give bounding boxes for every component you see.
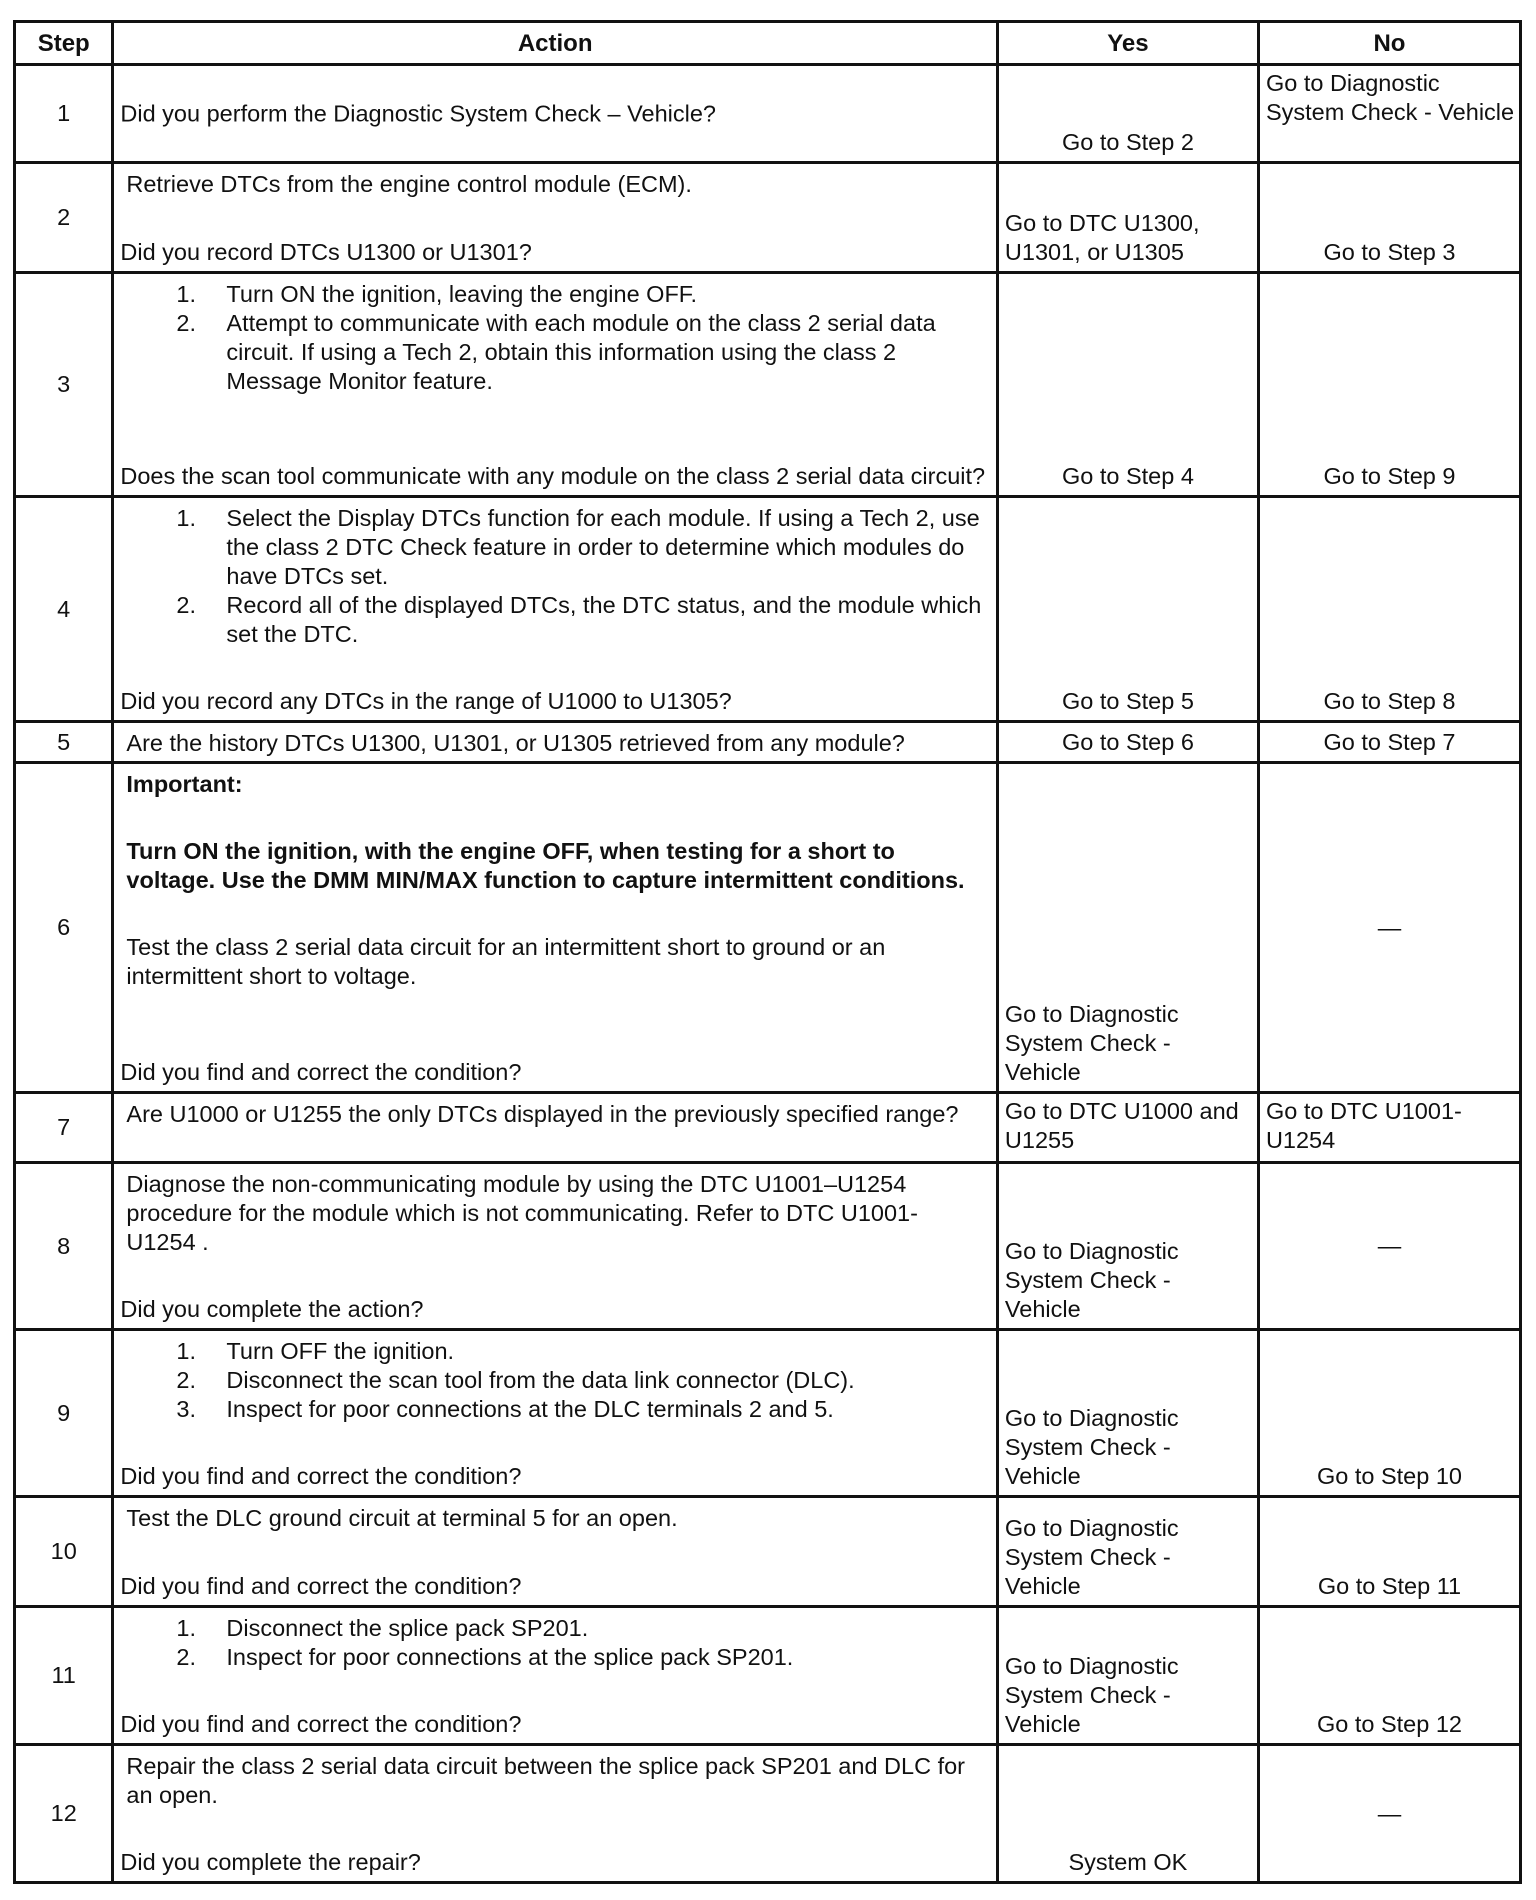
- list-item: 2. Disconnect the scan tool from the data link connector (DLC).: [176, 1367, 855, 1393]
- table-row: [15, 163, 1521, 273]
- yes-cell: [997, 497, 1258, 722]
- yes-link[interactable]: Go to DTC U1000 and U1255: [1004, 1098, 1239, 1153]
- no-cell: Go to Step 7: [1258, 722, 1520, 763]
- no-link[interactable]: Go to Step 11: [1317, 1573, 1462, 1599]
- table-row: [15, 1607, 1521, 1745]
- no-cell: [1258, 163, 1520, 273]
- table-row: [15, 1163, 1521, 1330]
- table-row: [15, 1745, 1521, 1883]
- table-row: [15, 1093, 1521, 1163]
- action-question: Did you record any DTCs in the range of U1000 to U1305?: [120, 688, 732, 714]
- action-text: Are the history DTCs U1300, U1301, or U1305 retrieved from any module?: [126, 730, 905, 756]
- yes-cell: [997, 1497, 1258, 1607]
- no-cell: [1258, 1330, 1520, 1497]
- step-number: 12: [15, 1745, 113, 1883]
- action-cell: [113, 163, 998, 273]
- table-row: [15, 1330, 1521, 1497]
- table-row: [15, 497, 1521, 722]
- yes-cell: [997, 1163, 1258, 1330]
- list-item: 1. Turn OFF the ignition.: [176, 1338, 455, 1364]
- header-row: [15, 22, 1521, 65]
- yes-cell: [997, 1607, 1258, 1745]
- action-steps: [126, 504, 982, 649]
- yes-cell: [997, 1745, 1258, 1883]
- action-question: Did you find and correct the condition?: [120, 1711, 522, 1737]
- list-item: 2. Inspect for poor connections at the splice pack SP201.: [176, 1644, 794, 1670]
- no-cell: [1258, 1745, 1520, 1883]
- table-row: [15, 273, 1521, 497]
- yes-link[interactable]: Go to Diagnostic System Check - Vehicle: [1004, 1238, 1179, 1322]
- action-cell: [113, 1330, 998, 1497]
- action-cell: [113, 763, 998, 1093]
- yes-link[interactable]: Go to Step 2: [1061, 129, 1194, 155]
- yes-link[interactable]: Go to Diagnostic System Check - Vehicle: [1004, 1001, 1179, 1085]
- no-link[interactable]: Go to DTC U1001-U1254: [1265, 1098, 1462, 1153]
- action-cell: [113, 722, 998, 763]
- action-cell: [113, 273, 998, 497]
- action-steps: [126, 1337, 982, 1424]
- yes-cell: Go to Step 6: [997, 722, 1258, 763]
- action-cell: [113, 1607, 998, 1745]
- no-cell: [1258, 497, 1520, 722]
- action-question: Does the scan tool communicate with any module on the class 2 serial data circuit?: [120, 463, 986, 489]
- action-cell: [113, 1745, 998, 1883]
- step-number: 3: [15, 273, 113, 497]
- yes-cell: [997, 163, 1258, 273]
- no-dash: —: [1377, 914, 1402, 940]
- action-cell: [113, 1497, 998, 1607]
- yes-link[interactable]: Go to Step 4: [1061, 463, 1194, 489]
- action-question: Did you record DTCs U1300 or U1301?: [120, 239, 532, 265]
- header-no: No: [1258, 22, 1520, 65]
- action-question: Did you find and correct the condition?: [120, 1573, 522, 1599]
- action-intro: Test the class 2 serial data circuit for an intermittent short to ground or an intermittent short to voltage.: [126, 934, 886, 989]
- important-label: Important:: [126, 771, 243, 797]
- action-steps: [126, 1614, 982, 1672]
- header-yes: Yes: [997, 22, 1258, 65]
- diagnostic-table: [13, 20, 1522, 1884]
- step-number: 6: [15, 763, 113, 1093]
- list-item: 1. Disconnect the splice pack SP201.: [176, 1615, 589, 1641]
- yes-link[interactable]: Go to Diagnostic System Check - Vehicle: [1004, 1653, 1179, 1737]
- action-steps: [126, 280, 982, 396]
- yes-link[interactable]: Go to Step 5: [1061, 688, 1194, 714]
- no-cell: [1258, 273, 1520, 497]
- no-link[interactable]: Go to Step 8: [1323, 688, 1456, 714]
- action-intro: Retrieve DTCs from the engine control module (ECM).: [126, 171, 692, 197]
- no-cell: [1258, 763, 1520, 1093]
- list-item: 3. Inspect for poor connections at the DLC terminals 2 and 5.: [176, 1396, 834, 1422]
- action-question: Did you complete the repair?: [120, 1849, 421, 1875]
- action-question: Did you find and correct the condition?: [120, 1059, 522, 1085]
- action-cell: [113, 497, 998, 722]
- yes-cell: [997, 273, 1258, 497]
- no-link[interactable]: Go to Step 12: [1316, 1711, 1462, 1737]
- step-number: 1: [15, 65, 113, 163]
- action-intro: Repair the class 2 serial data circuit between the splice pack SP201 and DLC for an open.: [126, 1753, 966, 1808]
- action-text: Did you perform the Diagnostic System Check – Vehicle?: [120, 100, 717, 126]
- list-item: 1. Turn ON the ignition, leaving the engine OFF.: [176, 281, 698, 307]
- list-item: 1. Select the Display DTCs function for each module. If using a Tech 2, use the class 2 DTC Check feature in order to determine which modules do have DTCs set.: [176, 505, 980, 589]
- action-intro: Diagnose the non-communicating module by using the DTC U1001–U1254 procedure for the module which is not communicating. Refer to DTC U1001-U1254 .: [126, 1171, 918, 1255]
- no-cell: [1258, 1607, 1520, 1745]
- list-item: 2. Attempt to communicate with each module on the class 2 serial data circuit. If using a Tech 2, obtain this information using the class 2 Message Monitor feature.: [176, 310, 936, 394]
- yes-link[interactable]: Go to Diagnostic System Check - Vehicle: [1004, 1515, 1179, 1599]
- action-cell: [113, 1163, 998, 1330]
- yes-cell: [997, 763, 1258, 1093]
- step-number: 10: [15, 1497, 113, 1607]
- step-number: 2: [15, 163, 113, 273]
- yes-cell: [997, 1330, 1258, 1497]
- no-link[interactable]: Go to Diagnostic System Check - Vehicle: [1265, 70, 1515, 125]
- important-text: Turn ON the ignition, with the engine OFF, when testing for a short to voltage. Use the DMM MIN/MAX function to capture intermittent conditions.: [126, 838, 965, 893]
- table-row: [15, 1497, 1521, 1607]
- no-dash: —: [1377, 1232, 1402, 1259]
- no-dash: —: [1377, 1800, 1402, 1826]
- step-number: 5: [15, 722, 113, 763]
- table-row: [15, 722, 1521, 763]
- list-item: 2. Record all of the displayed DTCs, the DTC status, and the module which set the DTC.: [176, 592, 982, 647]
- no-cell: [1258, 1093, 1520, 1163]
- no-cell: [1258, 65, 1520, 163]
- yes-cell: [997, 65, 1258, 163]
- action-question: Did you find and correct the condition?: [120, 1463, 522, 1489]
- action-cell: [113, 65, 998, 163]
- step-number: 11: [15, 1607, 113, 1745]
- yes-link[interactable]: Go to DTC U1300, U1301, or U1305: [1004, 210, 1200, 265]
- action-question: Did you complete the action?: [120, 1296, 424, 1322]
- step-number: 4: [15, 497, 113, 722]
- no-link[interactable]: Go to Step 9: [1323, 463, 1456, 489]
- no-cell: [1258, 1497, 1520, 1607]
- no-link[interactable]: Go to Step 10: [1316, 1463, 1462, 1489]
- header-action: Action: [113, 22, 998, 65]
- action-text: Are U1000 or U1255 the only DTCs displayed in the previously specified range?: [126, 1101, 959, 1127]
- no-link[interactable]: Go to Step 3: [1323, 239, 1456, 265]
- table-row: [15, 763, 1521, 1093]
- step-number: 8: [15, 1163, 113, 1330]
- yes-cell: [997, 1093, 1258, 1163]
- no-cell: [1258, 1163, 1520, 1330]
- table-row: [15, 65, 1521, 163]
- action-intro: Test the DLC ground circuit at terminal 5 for an open.: [126, 1505, 678, 1531]
- action-cell: [113, 1093, 998, 1163]
- step-number: 9: [15, 1330, 113, 1497]
- yes-result: System OK: [1068, 1849, 1188, 1875]
- step-number: 7: [15, 1093, 113, 1163]
- yes-link[interactable]: Go to Diagnostic System Check - Vehicle: [1004, 1405, 1179, 1489]
- header-step: Step: [15, 22, 113, 65]
